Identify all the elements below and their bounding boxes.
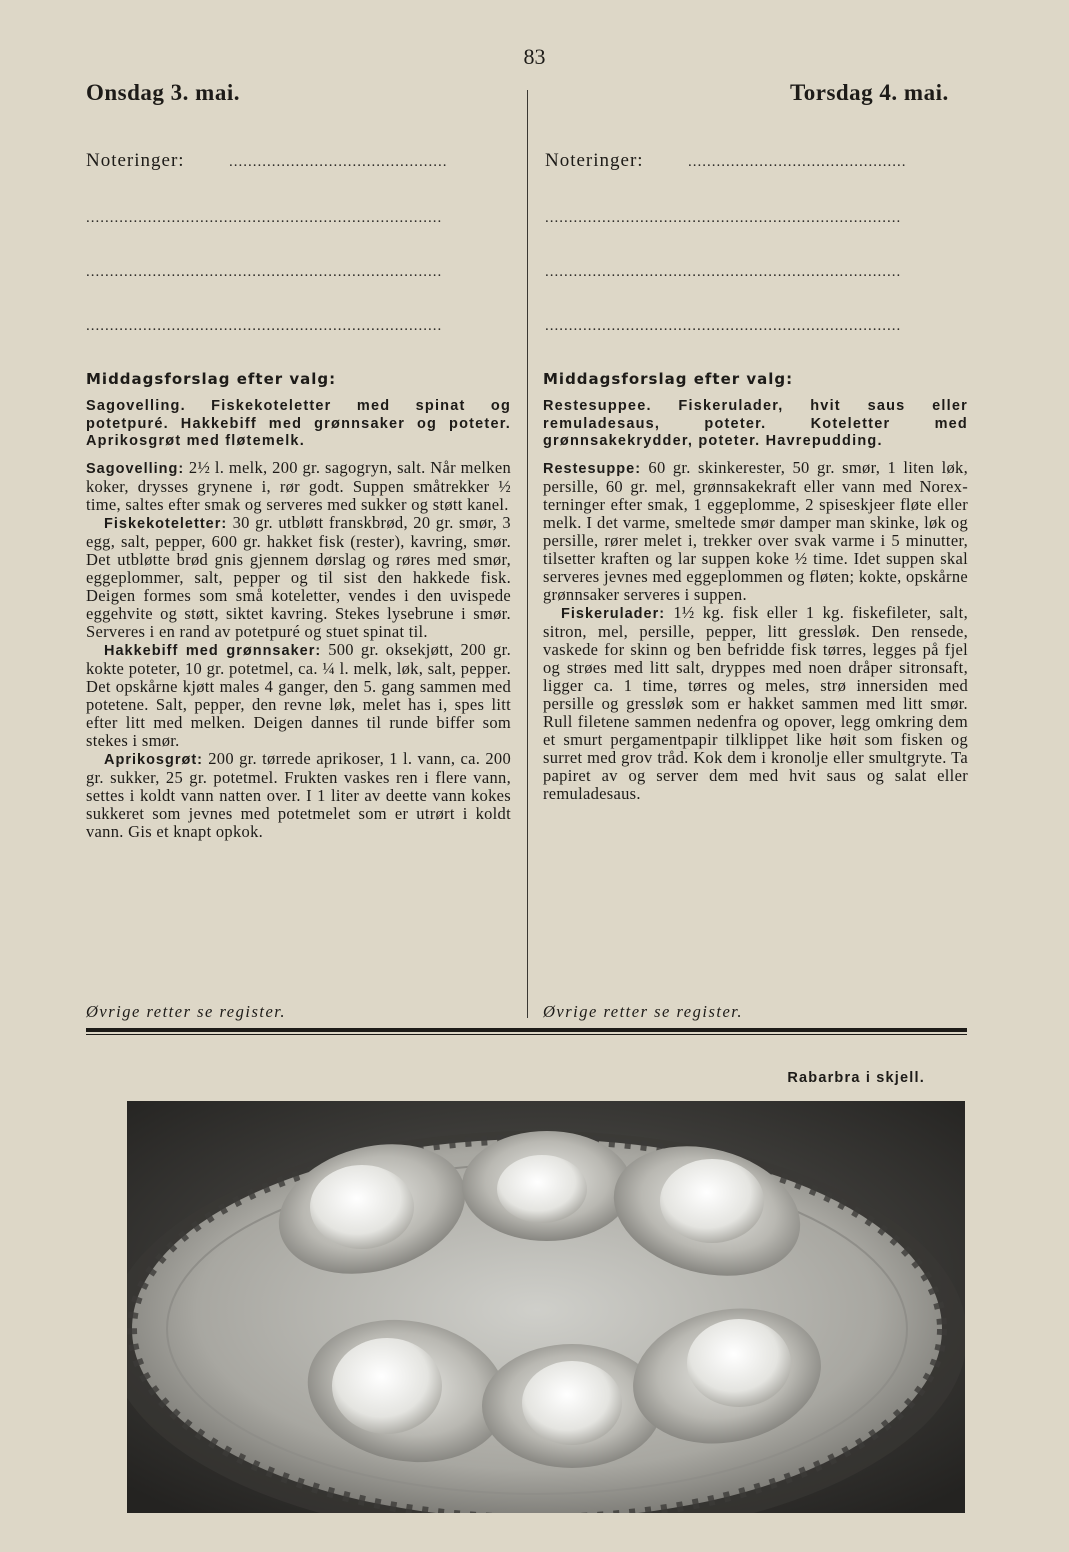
notes-line: ........................................................................... bbox=[86, 318, 443, 334]
menu-heading: Middagsforslag efter valg: bbox=[86, 370, 337, 388]
recipe-fiskerulader: Fiskerulader: 1½ kg. fisk eller 1 kg. fiskefileter, salt, sitron, mel, persille, pepper, litt gressløk. Den rensede, vaskede for skinn og ben befridde fisk tørres, legges på fjel og strøes med litt salt, dryppes med noen dråper sitronsaft, ligger ca. 1 time, tørres og meles, strø innersiden med persille og gressløk som er hakket sammen med litt smør. Rull filetene sammen nedenfra og opover, legg omkring dem et smurt pergamentpapir tilklippet like høit som fisken og surret med grov tråd. Kok dem i kronolje eller smultgryte. Ta papiret av og server dem med hvit saus og salat eller remuladesaus. bbox=[543, 602, 968, 803]
day-title-thursday: Torsdag 4. mai. bbox=[790, 80, 949, 105]
menu-column-left bbox=[86, 370, 511, 841]
rhubarb-in-shells-photo bbox=[127, 1101, 965, 1513]
menu-summary: Sagovelling. Fiskekoteletter med spinat og potetpuré. Hakkebiff med grønnsaker og poteter. Aprikosgrøt med fløtemelk. bbox=[86, 398, 511, 449]
photo-caption: Rabarbra i skjell. bbox=[787, 1070, 925, 1086]
section-rule-thin bbox=[86, 1034, 967, 1035]
photo-illustration bbox=[127, 1101, 965, 1513]
recipes bbox=[543, 459, 968, 803]
recipe-hakkebiff: Hakkebiff med grønnsaker: 500 gr. oksekjøtt, 200 gr. kokte poteter, 10 gr. potetmel, ca. ¼ l. melk, løk, salt, pepper. Det opskårne kjøtt males 4 ganger, den 5. gang sammen med potetene. Salt, pepper, den revne løk, melet has i, spes litt efter litt med melken. Deigen dannes til runde biffer som stekes i smør. bbox=[86, 639, 511, 750]
notes-line: ........................................................................... bbox=[545, 318, 902, 334]
notes-dots: .............................................. bbox=[229, 154, 448, 170]
menu-heading: Middagsforslag efter valg: bbox=[543, 370, 794, 388]
notes-area-left bbox=[86, 150, 508, 334]
footer-note-left: Øvrige retter se register. bbox=[86, 1002, 286, 1021]
notes-line: ........................................................................... bbox=[86, 210, 443, 226]
section-rule bbox=[86, 1028, 967, 1032]
recipe-fiskekoteletter: Fiskekoteletter: 30 gr. utbløtt franskbrød, 20 gr. smør, 3 egg, salt, pepper, 600 gr. hakket fisk (rester), kavring, smør. Det utbløtte brød gnis gjennem dørslag og røres med smør, eggeplommer, salt, pepper og til sist den hakkede fisk. Deigen formes som små koteletter, vendes i den uvispede eggehvite og støtt, siktet kavring. Stekes lysebrune i smør. Serveres i en rand av potetpuré og stuet spinat til. bbox=[86, 512, 511, 641]
footer-note-right: Øvrige retter se register. bbox=[543, 1002, 743, 1021]
shell bbox=[462, 1131, 632, 1241]
notes-label: Noteringer: bbox=[86, 150, 185, 171]
recipe-aprikosgrot: Aprikosgrøt: 200 gr. tørrede aprikoser, 1 l. vann, ca. 200 gr. sukker, 25 gr. potetmel. Frukten vaskes ren i flere vann, settes i koldt vann natten over. I 1 liter av deette vann kokes sukkeret som jevnes med potetmelet som er utrørt i koldt vann. Gis et knapt opkok. bbox=[86, 748, 511, 841]
menu-column-right bbox=[543, 370, 968, 803]
notes-line: ........................................................................... bbox=[86, 264, 443, 280]
menu-summary: Restesuppee. Fiskerulader, hvit saus eller remuladesaus, poteter. Koteletter med grønnsakekrydder, poteter. Havrepudding. bbox=[543, 398, 968, 449]
page-number: 83 bbox=[523, 44, 546, 69]
notes-area-right bbox=[545, 150, 967, 334]
recipes bbox=[86, 459, 511, 841]
recipe-sagovelling: Sagovelling: 2½ l. melk, 200 gr. sagogryn, salt. Når melken koker, drysses grynene i, rør godt. Suppen småtrekker ½ time, saltes efter smak og serveres med sukker og støtt kanel. bbox=[86, 457, 511, 514]
shell bbox=[482, 1344, 662, 1468]
notes-dots: .............................................. bbox=[688, 154, 907, 170]
day-title-wednesday: Onsdag 3. mai. bbox=[86, 80, 240, 105]
notes-line: ........................................................................... bbox=[545, 210, 902, 226]
column-divider bbox=[527, 90, 528, 1018]
notes-line: ........................................................................... bbox=[545, 264, 902, 280]
notes-label: Noteringer: bbox=[545, 150, 644, 171]
recipe-restesuppe: Restesuppe: 60 gr. skinkerester, 50 gr. smør, 1 liten løk, persille, 60 gr. mel, grønnsakekraft eller vann med Norex-terninger efter smak, 1 eggeplomme, 2 spiseskjeer fløte eller melk. I det varme, smeltede smør damper man skinke, løk og persille, rører melet i, trekker over svak varme i 5 minutter, tilsetter kraften og lar suppen koke ½ time. Idet suppen skal serveres jevnes med eggeplommen og fløten; kokte, opskårne grønnsaker serveres i suppen. bbox=[543, 457, 968, 604]
